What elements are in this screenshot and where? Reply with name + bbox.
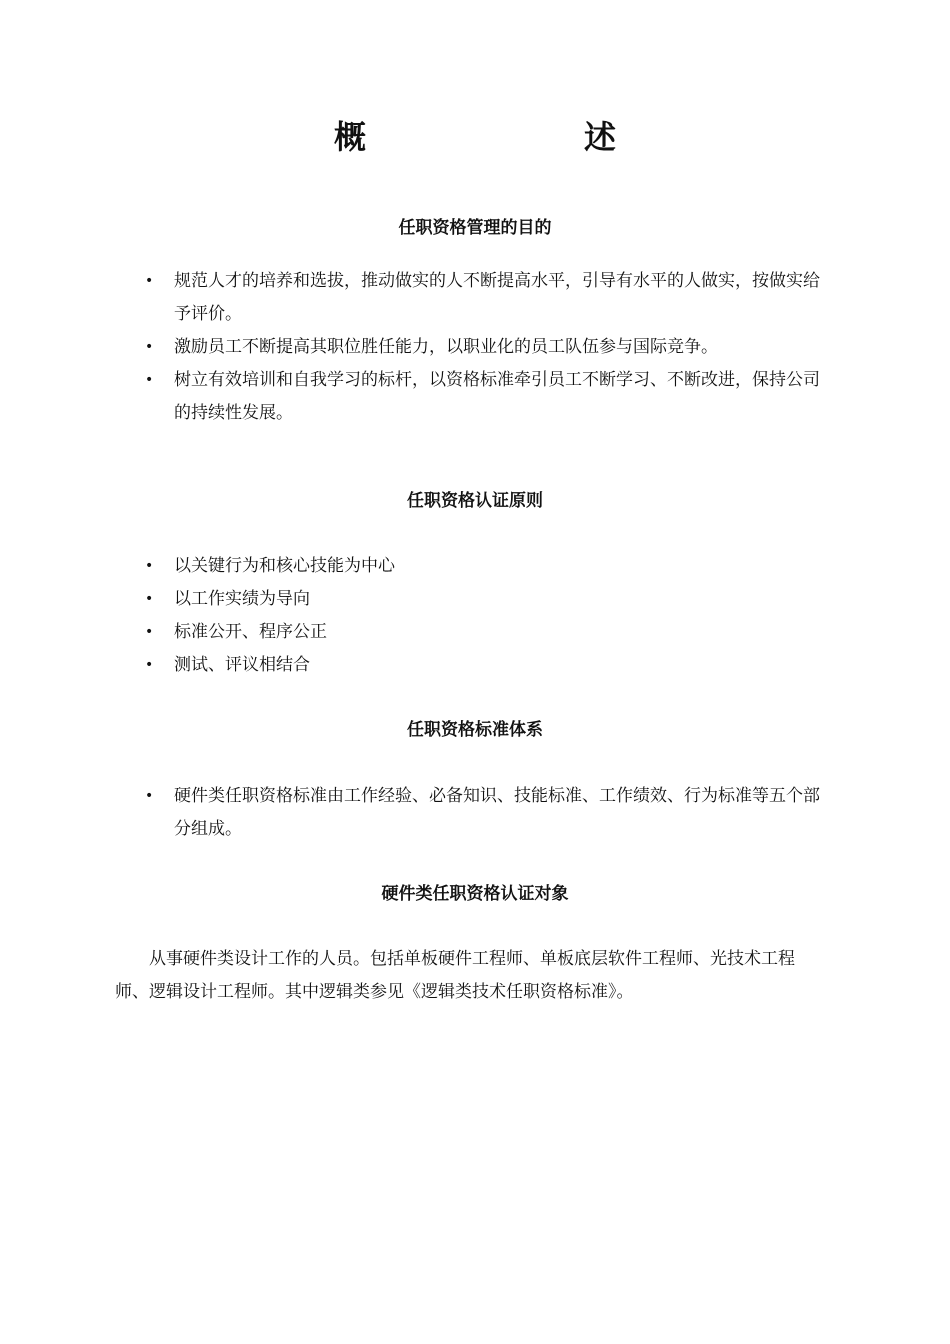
list-item-text: 规范人才的培养和选拔，推动做实的人不断提高水平，引导有水平的人做实，按做实给予评价。 (174, 271, 820, 324)
section-heading-system: 任职资格标准体系 (407, 720, 543, 740)
page-title-char-1: 概 (333, 118, 366, 156)
list-item-text: 以关键行为和核心技能为中心 (174, 556, 395, 576)
bullet-icon: • (145, 372, 154, 388)
purpose-list (142, 265, 832, 430)
list-item (142, 616, 832, 649)
target-paragraph: 从事硬件类设计工作的人员。包括单板硬件工程师、单板底层软件工程师、光技术工程师、逻辑设计工程师。其中逻辑类参见《逻辑类技术任职资格标准》。 (115, 949, 795, 1002)
list-item (142, 780, 832, 846)
list-item-text: 以工作实绩为导向 (174, 589, 310, 609)
bullet-icon: • (145, 624, 154, 640)
section-heading-principles: 任职资格认证原则 (407, 491, 543, 511)
system-list (142, 780, 832, 846)
list-item (142, 583, 832, 616)
principles-list (142, 550, 832, 682)
list-item (142, 331, 832, 364)
section-heading-target: 硬件类任职资格认证对象 (381, 884, 569, 904)
bullet-icon: • (145, 273, 154, 289)
bullet-icon: • (145, 657, 154, 673)
list-item (142, 265, 832, 331)
list-item (142, 550, 832, 583)
list-item (142, 364, 832, 430)
list-item-text: 标准公开、程序公正 (174, 622, 327, 642)
section-heading-purpose: 任职资格管理的目的 (398, 218, 552, 238)
page-title (0, 112, 950, 162)
page-title-char-2: 述 (584, 118, 617, 156)
bullet-icon: • (145, 339, 154, 355)
list-item-text: 硬件类任职资格标准由工作经验、必备知识、技能标准、工作绩效、行为标准等五个部分组成。 (174, 786, 820, 839)
list-item (142, 649, 832, 682)
list-item-text: 树立有效培训和自我学习的标杆，以资格标准牵引员工不断学习、不断改进，保持公司的持续性发展。 (174, 370, 820, 423)
bullet-icon: • (145, 591, 154, 607)
bullet-icon: • (145, 788, 154, 804)
list-item-text: 激励员工不断提高其职位胜任能力，以职业化的员工队伍参与国际竞争。 (174, 337, 718, 357)
bullet-icon: • (145, 558, 154, 574)
list-item-text: 测试、评议相结合 (174, 655, 310, 675)
